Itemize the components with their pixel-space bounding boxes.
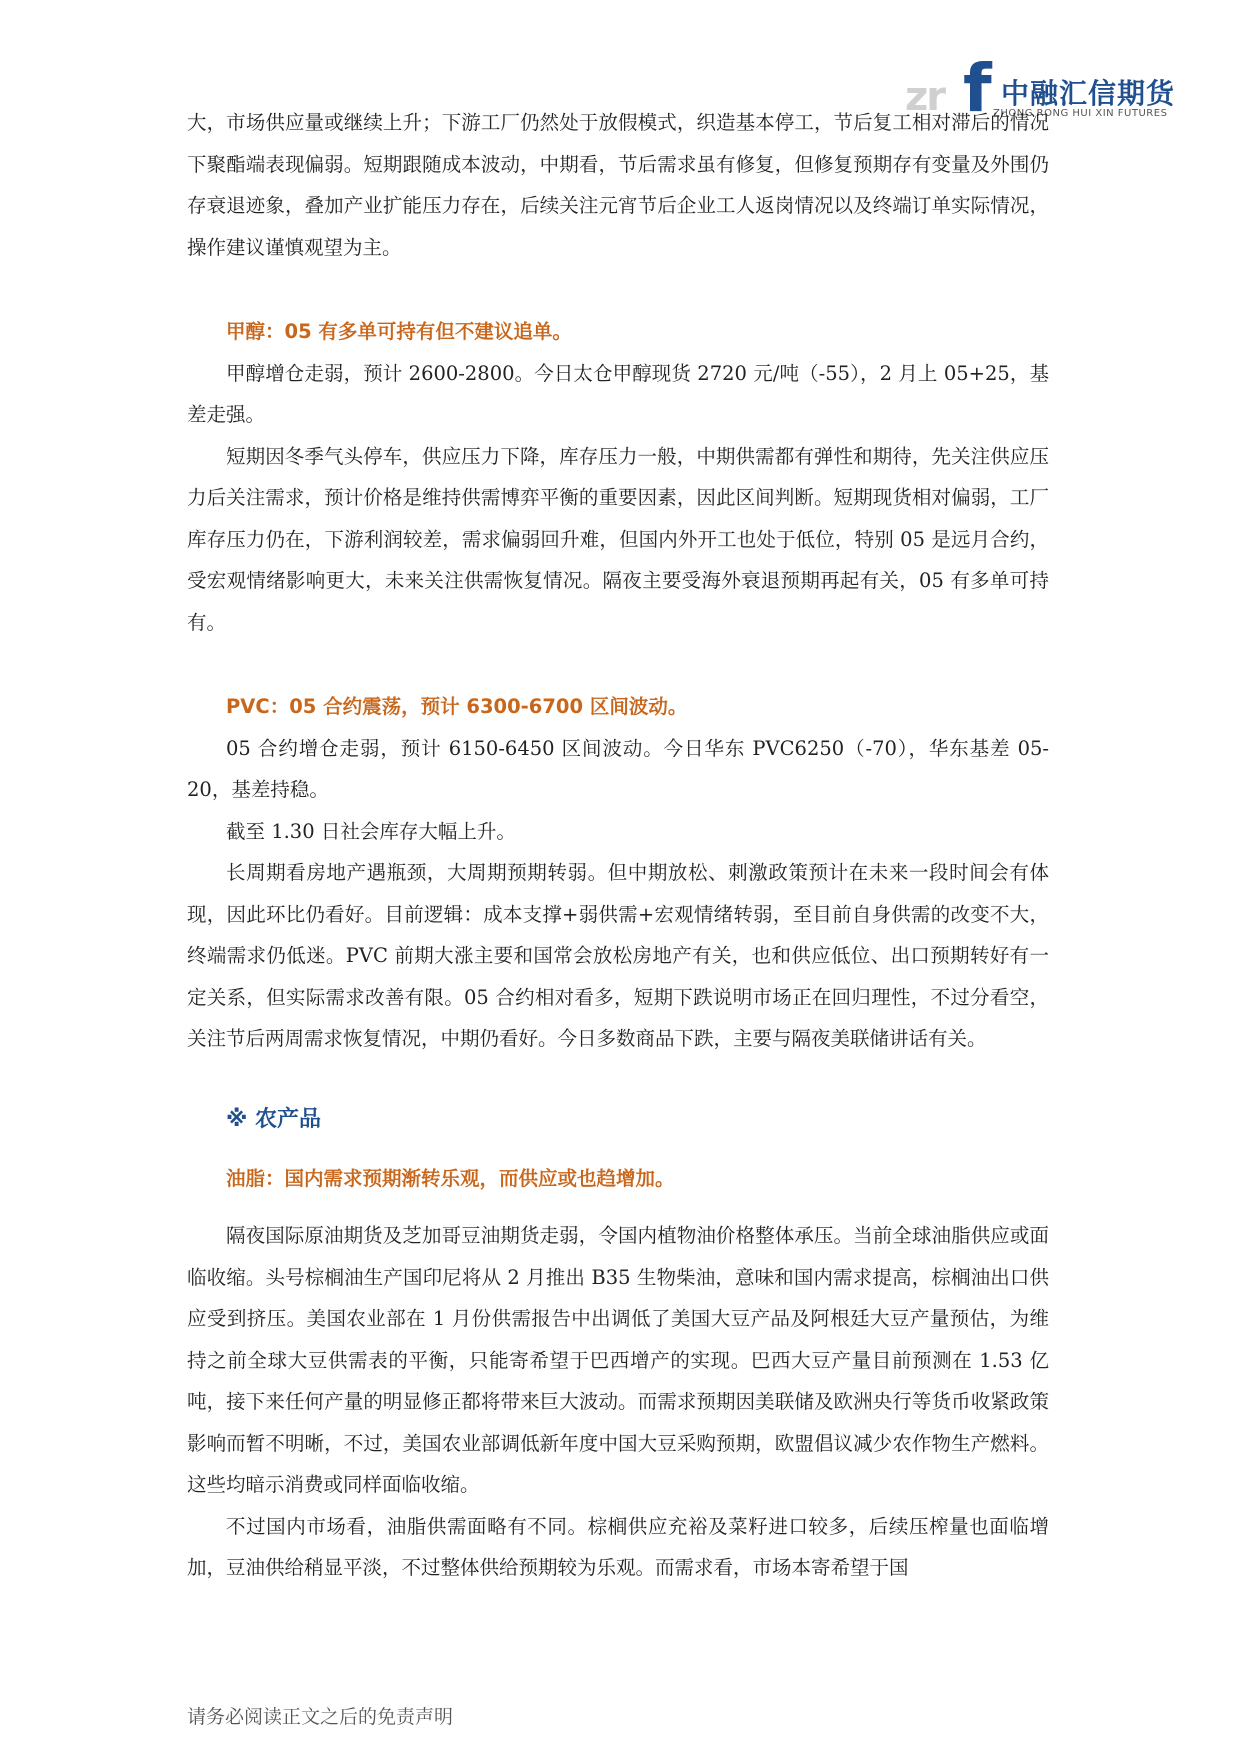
- logo-letter: f: [963, 50, 992, 127]
- oils-paragraph-2: 不过国内市场看，油脂供需面略有不同。棕榈供应充裕及菜籽进口较多，后续压榨量也面临增加，豆油供给稍显平淡，不过整体供给预期较为乐观。而需求看，市场本寄希望于国: [187, 1514, 1049, 1579]
- company-name-cn: 中融汇信期货: [1001, 77, 1176, 110]
- company-name-en: ZHONG RONG HUI XIN FUTURES: [993, 108, 1168, 119]
- document-body: [187, 102, 1049, 1589]
- oils-heading: 油脂：国内需求预期渐转乐观，而供应或也趋增加。: [226, 1166, 675, 1190]
- intro-paragraph: 大，市场供应量或继续上升；下游工厂仍然处于放假模式，织造基本停工，节后复工相对滞后的情况下聚酯端表现偏弱。短期跟随成本波动，中期看，节后需求虽有修复，但修复预期存有变量及外围仍存衰退迹象，叠加产业扩能压力存在，后续关注元宵节后企业工人返岗情况以及终端订单实际情况，操作建议谨慎观望为主。: [187, 111, 1049, 259]
- agri-section-title: ※ 农产品: [226, 1106, 322, 1132]
- disclaimer-footer: 请务必阅读正文之后的免责声明: [187, 1706, 454, 1728]
- pvc-paragraph-1: 05 合约增仓走弱，预计 6150-6450 区间波动。今日华东 PVC6250（-70），华东基差 05-20，基差持稳。: [187, 736, 1049, 801]
- oils-paragraph-1: 隔夜国际原油期货及芝加哥豆油期货走弱，令国内植物油价格整体承压。当前全球油脂供应或面临收缩。头号棕榈油生产国印尼将从 2 月推出 B35 生物柴油，意味和国内需求提高，棕榈油出口供应受到挤压。美国农业部在 1 月份供需报告中出调低了美国大豆产品及阿根廷大豆产量预估，为维持之前全球大豆供需表的平衡，只能寄希望于巴西增产的实现。巴西大豆产量目前预测在 1.53 亿吨，接下来任何产量的明显修正都将带来巨大波动。而需求预期因美联储及欧洲央行等货币收紧政策影响而暂不明晰，不过，美国农业部调低新年度中国大豆采购预期，欧盟倡议减少农作物生产燃料。这些均暗示消费或同样面临收缩。: [187, 1224, 1049, 1496]
- pvc-paragraph-3: 长周期看房地产遇瓶颈，大周期预期转弱。但中期放松、刺激政策预计在未来一段时间会有体现，因此环比仍看好。目前逻辑：成本支撑+弱供需+宏观情绪转弱，至目前自身供需的改变不大，终端需求仍低迷。PVC 前期大涨主要和国常会放松房地产有关，也和供应低位、出口预期转好有一定关系，但实际需求改善有限。05 合约相对看多，短期下跌说明市场正在回归理性，不过分看空，关注节后两周需求恢复情况，中期仍看好。今日多数商品下跌，主要与隔夜美联储讲话有关。: [187, 861, 1049, 1050]
- methanol-heading: 甲醇：05 有多单可持有但不建议追单。: [226, 320, 572, 343]
- methanol-paragraph-1: 甲醇增仓走弱，预计 2600-2800。今日太仓甲醇现货 2720 元/吨（-55），2 月上 05+25，基差走强。: [187, 361, 1049, 426]
- pvc-paragraph-2: 截至 1.30 日社会库存大幅上升。: [226, 819, 516, 843]
- pvc-heading: PVC：05 合约震荡，预计 6300-6700 区间波动。: [226, 695, 688, 718]
- logo-mark: zr: [905, 74, 945, 120]
- methanol-paragraph-2: 短期因冬季气头停车，供应压力下降，库存压力一般，中期供需都有弹性和期待，先关注供应压力后关注需求，预计价格是维持供需博弈平衡的重要因素，因此区间判断。短期现货相对偏弱，工厂库存压力仍在，下游利润较差，需求偏弱回升难，但国内外开工也处于低位，特别 05 是远月合约，受宏观情绪影响更大，未来关注供需恢复情况。隔夜主要受海外衰退预期再起有关，05 有多单可持有。: [187, 444, 1049, 634]
